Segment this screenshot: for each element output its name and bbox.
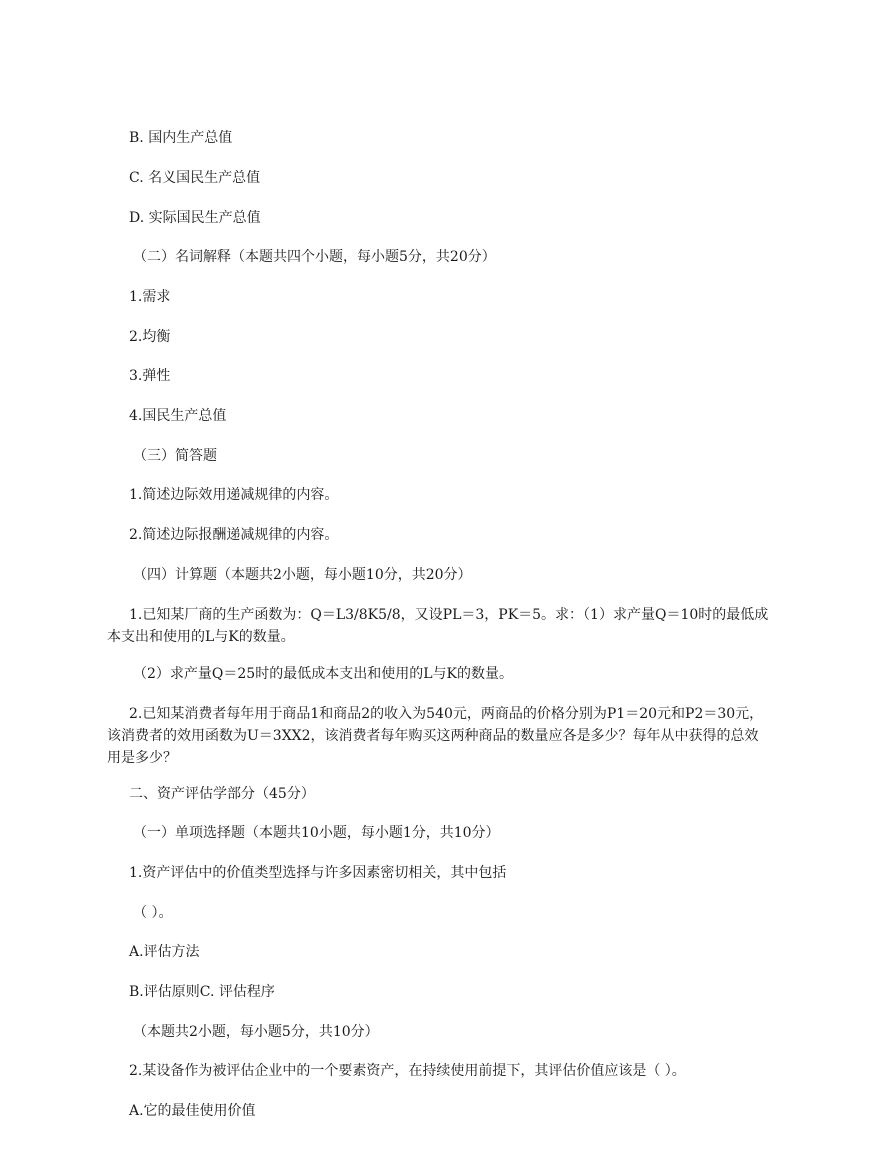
choice-question-1: 1.资产评估中的价值类型选择与许多因素密切相关，其中包括 [129, 865, 507, 881]
choice-question-2: 2.某设备作为被评估企业中的一个要素资产，在持续使用前提下，其评估价值应该是（ ）。 [129, 1063, 686, 1079]
calc-question-2-line3: 用是多少？ [107, 750, 177, 766]
term-item-elasticity: 3.弹性 [129, 368, 171, 384]
calc-question-1-part2: （2）求产量Q＝25时的最低成本支出和使用的L与K的数量。 [133, 666, 513, 682]
short-answer-item-2: 2.简述边际报酬递减规律的内容。 [129, 527, 339, 543]
calc-question-1-line1: 1.已知某厂商的生产函数为：Q＝L3/8K5/8，又设PL＝3，PK＝5。求：（1）求产量Q＝10时的最低成 [129, 607, 769, 623]
term-item-equilibrium: 2.均衡 [129, 329, 171, 345]
section-asset-evaluation-heading: 二、资产评估学部分（45分） [129, 786, 315, 802]
score-note: （本题共2小题，每小题5分，共10分） [133, 1024, 379, 1040]
section-term-definitions-heading: （二）名词解释（本题共四个小题，每小题5分，共20分） [133, 249, 496, 265]
section-short-answer-heading: （三）简答题 [133, 448, 217, 464]
section-single-choice-heading: （一）单项选择题（本题共10小题，每小题1分，共10分） [133, 825, 500, 841]
option-b-gdp: B. 国内生产总值 [129, 130, 233, 146]
choice-question-2-option-a: A.它的最佳使用价值 [129, 1103, 256, 1119]
calc-question-1-line2: 本支出和使用的L与K的数量。 [107, 629, 295, 645]
term-item-gnp: 4.国民生产总值 [129, 408, 227, 424]
calc-question-2-line2: 该消费者的效用函数为U＝3XX2，该消费者每年购买这两种商品的数量应各是多少？每年从中获得的总效 [107, 728, 759, 744]
calc-question-2-line1: 2.已知某消费者每年用于商品1和商品2的收入为540元，两商品的价格分别为P1＝20元和P2＝30元， [129, 706, 764, 722]
short-answer-item-1: 1.简述边际效用递减规律的内容。 [129, 487, 339, 503]
section-calculation-heading: （四）计算题（本题共2小题，每小题10分，共20分） [133, 567, 472, 583]
choice-question-1-option-a: A.评估方法 [129, 944, 200, 960]
option-c-nominal-gnp: C. 名义国民生产总值 [129, 170, 261, 186]
option-d-real-gnp: D. 实际国民生产总值 [129, 210, 261, 226]
calc-question-2 [107, 703, 809, 769]
choice-question-1-option-b: B.评估原则C. 评估程序 [129, 984, 275, 1000]
term-item-demand: 1.需求 [129, 289, 171, 305]
calc-question-1 [107, 604, 809, 648]
choice-question-1-blank: （ ）。 [133, 905, 173, 921]
